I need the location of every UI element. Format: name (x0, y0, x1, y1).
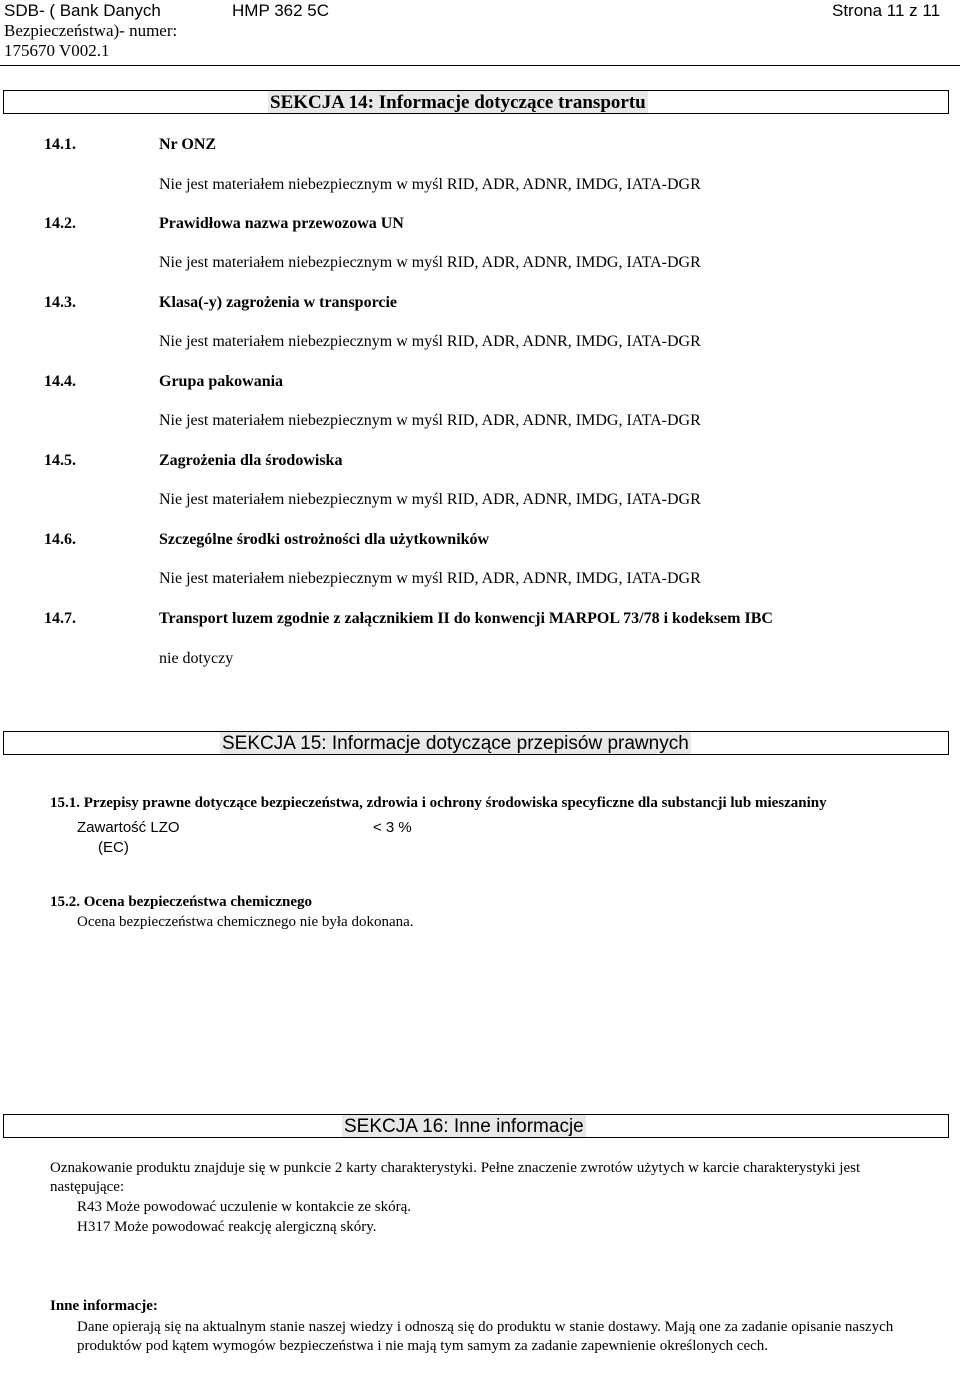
item-title: Grupa pakowania (159, 373, 284, 390)
item-title: Szczególne środki ostrożności dla użytkowników (159, 531, 490, 548)
item-text: Nie jest materiałem niebezpiecznym w myśl RID, ADR, ADNR, IMDG, IATA-DGR (159, 412, 701, 429)
item-number: 14.6. (44, 531, 76, 548)
section-15-1-heading: 15.1. Przepisy prawne dotyczące bezpieczeństwa, zdrowia i ochrony środowiska specyficzne dla substancji lub mieszaniny (50, 795, 827, 811)
section-15-2-text: Ocena bezpieczeństwa chemicznego nie była dokonana. (77, 914, 414, 930)
item-number: 14.4. (44, 373, 76, 390)
item-text: Nie jest materiałem niebezpiecznym w myśl RID, ADR, ADNR, IMDG, IATA-DGR (159, 570, 701, 587)
item-text: nie dotyczy (159, 650, 234, 667)
header-divider (0, 65, 960, 66)
section-16-title: SEKCJA 16: Inne informacje (344, 1116, 584, 1137)
item-text: Nie jest materiałem niebezpiecznym w myśl RID, ADR, ADNR, IMDG, IATA-DGR (159, 333, 701, 350)
item-title: Prawidłowa nazwa przewozowa UN (159, 215, 404, 232)
item-title: Klasa(-y) zagrożenia w transporcie (159, 294, 398, 311)
voc-value: < 3 % (373, 819, 412, 836)
section-16-intro: Oznakowanie produktu znajduje się w punkcie 2 karty charakterystyki. Pełne znaczenie zwrotów użytych w karcie charakterystyki jest następujące: (50, 1160, 861, 1195)
item-number: 14.7. (44, 610, 76, 627)
doc-number-value: 175670 V002.1 (4, 41, 110, 60)
phrase-h317: H317 Może powodować reakcję alergiczną skóry. (77, 1219, 377, 1235)
page-number: Strona 11 z 11 (832, 1, 941, 20)
doc-type: SDB- ( Bank Danych (4, 1, 161, 20)
section-15-banner (3, 731, 949, 755)
item-number: 14.1. (44, 136, 76, 153)
item-text: Nie jest materiałem niebezpiecznym w myśl RID, ADR, ADNR, IMDG, IATA-DGR (159, 491, 701, 508)
item-number: 14.5. (44, 452, 76, 469)
other-info-text: Dane opierają się na aktualnym stanie naszej wiedzy i odnoszą się do produktu w stanie dostawy. Mają one za zadanie opisanie naszych produktów pod kątem wymogów bezpieczeństwa i nie mają tym samym za zadanie zapewnienie określonych cech. (77, 1319, 894, 1354)
voc-unit: (EC) (98, 839, 129, 856)
section-15-2-heading: 15.2. Ocena bezpieczeństwa chemicznego (50, 894, 313, 910)
voc-label: Zawartość LZO (77, 819, 180, 836)
item-text: Nie jest materiałem niebezpiecznym w myśl RID, ADR, ADNR, IMDG, IATA-DGR (159, 254, 701, 271)
item-title: Zagrożenia dla środowiska (159, 452, 343, 469)
section-16-banner (3, 1114, 949, 1138)
product-name: HMP 362 5C (232, 1, 330, 20)
item-text: Nie jest materiałem niebezpiecznym w myśl RID, ADR, ADNR, IMDG, IATA-DGR (159, 176, 701, 193)
other-info-label: Inne informacje: (50, 1298, 158, 1314)
item-title: Nr ONZ (159, 136, 217, 153)
section-14-title: SEKCJA 14: Informacje dotyczące transportu (270, 92, 646, 113)
section-14-banner (3, 90, 949, 114)
phrase-r43: R43 Może powodować uczulenie w kontakcie ze skórą. (77, 1199, 412, 1215)
item-number: 14.3. (44, 294, 76, 311)
section-15-title: SEKCJA 15: Informacje dotyczące przepisów prawnych (222, 733, 689, 754)
doc-number-label: Bezpieczeństwa)- numer: (4, 21, 178, 40)
item-number: 14.2. (44, 215, 76, 232)
item-title: Transport luzem zgodnie z załącznikiem II do konwencji MARPOL 73/78 i kodeksem IBC (159, 610, 773, 627)
